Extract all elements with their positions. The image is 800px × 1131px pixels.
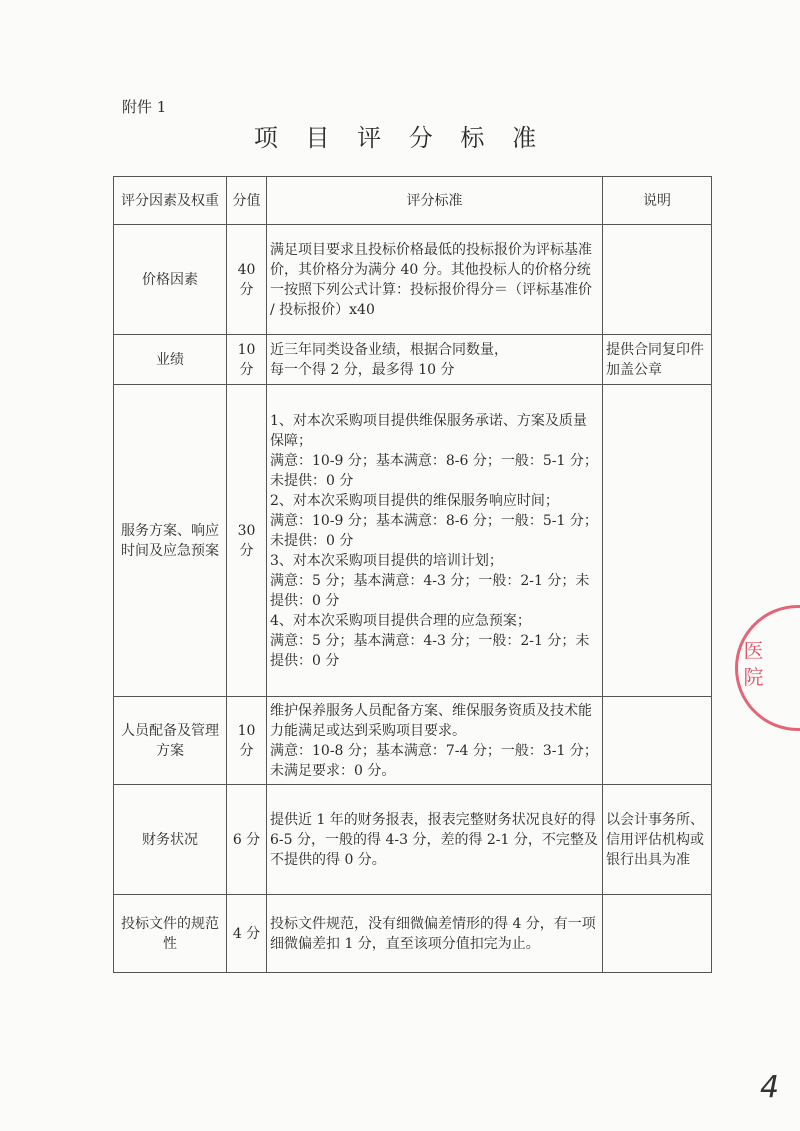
criteria-cell [267, 697, 603, 785]
score-cell: 6 分 [227, 785, 267, 895]
note-cell [603, 895, 712, 973]
score-cell: 40 分 [227, 225, 267, 335]
criteria-line: 满意：5 分；基本满意：4-3 分；一般：2-1 分；未提供：0 分 [270, 572, 590, 609]
factor-cell: 价格因素 [114, 225, 227, 335]
criteria-cell [267, 785, 603, 895]
score-cell: 10 分 [227, 697, 267, 785]
score-cell: 4 分 [227, 895, 267, 973]
annex-label: 附件 1 [122, 98, 167, 116]
table-row [114, 335, 712, 385]
criteria-cell [267, 385, 603, 697]
table-row [114, 895, 712, 973]
criteria-cell [267, 225, 603, 335]
factor-cell: 财务状况 [114, 785, 227, 895]
header-criteria: 评分标准 [267, 177, 603, 225]
note-cell [603, 697, 712, 785]
criteria-line: 满足项目要求且投标价格最低的投标报价为评标基准价，其价格分为满分 40 分。其他投标人的价格分统一按照下列公式计算：投标报价得分＝（评标基准价 / 投标报价）x40 [270, 241, 592, 318]
scoring-table [113, 176, 712, 973]
criteria-line: 4、对本次采购项目提供合理的应急预案； [270, 612, 531, 629]
factor-cell: 人员配备及管理方案 [114, 697, 227, 785]
table-row [114, 225, 712, 335]
criteria-line: 投标文件规范，没有细微偏差情形的得 4 分，有一项细微偏差扣 1 分，直至该项分值扣完为止。 [270, 915, 596, 952]
table-row [114, 385, 712, 697]
criteria-line: 近三年同类设备业绩，根据合同数量， [270, 341, 508, 358]
note-cell: 以会计事务所、信用评估机构或银行出具为准 [603, 785, 712, 895]
page-number: 4 [760, 1070, 780, 1105]
note-cell: 提供合同复印件加盖公章 [603, 335, 712, 385]
criteria-cell [267, 335, 603, 385]
criteria-line: 满意：5 分；基本满意：4-3 分；一般：2-1 分；未提供：0 分 [270, 632, 590, 669]
factor-cell: 业绩 [114, 335, 227, 385]
criteria-line: 3、对本次采购项目提供的培训计划； [270, 552, 503, 569]
document-title: 项 目 评 分 标 准 [253, 124, 547, 152]
table-row [114, 785, 712, 895]
header-score: 分值 [227, 177, 267, 225]
header-factor: 评分因素及权重 [114, 177, 227, 225]
seal-text: 医 院 [740, 640, 764, 687]
table-row [114, 697, 712, 785]
criteria-cell [267, 895, 603, 973]
note-cell [603, 385, 712, 697]
criteria-line: 每一个得 2 分，最多得 10 分 [270, 361, 455, 378]
score-cell: 10 分 [227, 335, 267, 385]
criteria-line: 满意：10-9 分；基本满意：8-6 分；一般：5-1 分；未提供：0 分 [270, 512, 598, 549]
note-cell [603, 225, 712, 335]
score-cell: 30 分 [227, 385, 267, 697]
header-note: 说明 [603, 177, 712, 225]
criteria-line: 满意：10-8 分；基本满意：7-4 分；一般：3-1 分；未满足要求：0 分。 [270, 742, 598, 779]
table-header-row [114, 177, 712, 225]
criteria-line: 维护保养服务人员配备方案、维保服务资质及技术能力能满足或达到采购项目要求。 [270, 702, 592, 739]
criteria-line: 2、对本次采购项目提供的维保服务响应时间； [270, 492, 559, 509]
factor-cell: 投标文件的规范性 [114, 895, 227, 973]
criteria-line: 提供近 1 年的财务报表，报表完整财务状况良好的得 6-5 分，一般的得 4-3 分，差的得 2-1 分，不完整及不提供的得 0 分。 [270, 811, 598, 868]
factor-cell: 服务方案、响应时间及应急预案 [114, 385, 227, 697]
criteria-line: 1、对本次采购项目提供维保服务承诺、方案及质量保障； [270, 412, 587, 449]
criteria-line: 满意：10-9 分；基本满意：8-6 分；一般：5-1 分；未提供：0 分 [270, 452, 598, 489]
